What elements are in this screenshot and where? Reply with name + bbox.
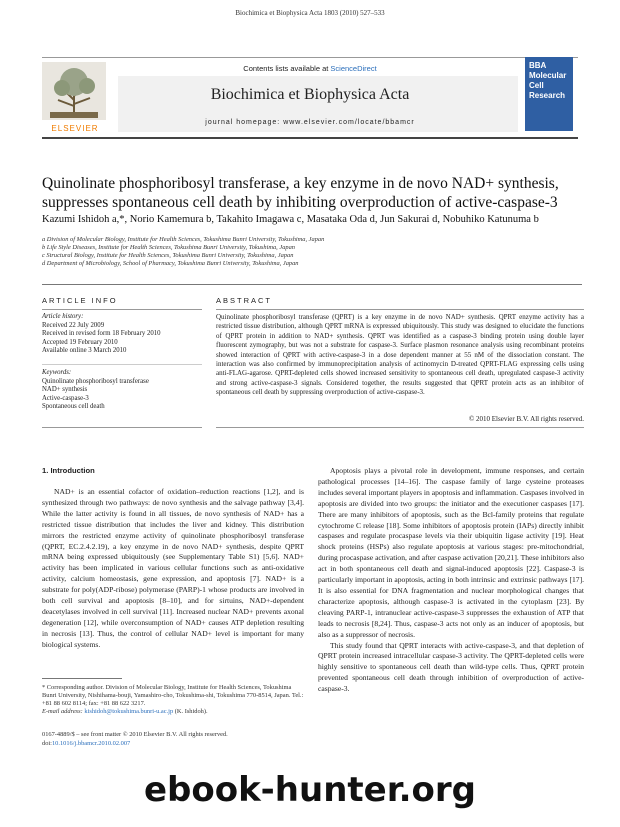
- title-line-1: Quinolinate phosphoribosyl transferase, a key enzyme in de novo NAD+ synthesis,: [42, 175, 559, 192]
- title-line-2: suppresses spontaneous cell death by inhibiting overproduction of active-caspase-3: [42, 194, 558, 211]
- intro-heading: 1. Introduction: [42, 466, 95, 475]
- keyword-list: [42, 369, 207, 412]
- info-rule: [42, 364, 202, 365]
- history-date: Accepted 19 February 2010: [42, 338, 118, 346]
- footnote-rule: [42, 678, 122, 679]
- info-rule: [42, 427, 202, 428]
- watermark: ebook-hunter.org: [143, 770, 477, 810]
- doi-link[interactable]: 10.1016/j.bbamcr.2010.02.007: [51, 740, 131, 747]
- publisher-wordmark: ELSEVIER: [51, 124, 99, 133]
- email-label: E-mail address:: [42, 708, 85, 715]
- journal-cover: [525, 57, 573, 131]
- history-label: Article history:: [42, 313, 84, 320]
- email-line: [42, 708, 304, 716]
- right-column: [318, 466, 584, 695]
- affiliation-list: [42, 236, 582, 268]
- affiliation: d Department of Microbiology, School of Pharmacy, Tokushima Bunri University, Tokushima, Japan: [42, 260, 299, 267]
- keywords-label: Keywords:: [42, 369, 72, 376]
- abstract-rule: [216, 427, 584, 428]
- contents-prefix: Contents lists available at: [243, 64, 331, 73]
- cover-text: BBA Molecular Cell Research: [529, 61, 567, 100]
- doi-label: doi:: [42, 740, 52, 747]
- keyword: NAD+ synthesis: [42, 386, 88, 394]
- keyword: Quinolinate phosphoribosyl transferase: [42, 377, 149, 385]
- affiliation: a Division of Molecular Biology, Institute for Health Sciences, Tokushima Bunri University, Tokushima, Japan: [42, 236, 325, 243]
- journal-name: Biochimica et Biophysica Acta: [210, 86, 410, 103]
- abstract-text: Quinolinate phosphoribosyl transferase (QPRT) is a key enzyme in de novo NAD+ synthesis. QPRT enzyme activity has a restricted tissue distribution, although QPRT mRNA is expressed ubiquitously. This study was designed to elucidate the functions of QPRT protein in addition to NAD+ synthesis. QPRT was identified as a caspase-3 binding protein using double layer fluorescent zymography, but was not a substrate for caspase-3. Surface plasmon resonance analysis using recombinant proteins showed interaction of QPRT with active-caspase-3 in a dose dependent manner at 55 nM of the dissociation constant. The interaction was also confirmed by immunoprecipitation analysis of actinomycin D-treated QPRT-FLAG expressing cells using anti-FLAG-agarose. QPRT-depleted cells showed increased sensitivity to spontaneous cell death, upregulated caspase-3 activity and strong active-caspase-3 signals. Considered together, the results suggested that QPRT protein acts as an inhibitor of spontaneous cell death by suppressing overproduction of active-caspase-3.: [216, 313, 584, 397]
- history-date: Received in revised form 18 February 2010: [42, 330, 161, 338]
- issn-line: 0167-4889/$ – see front matter © 2010 Elsevier B.V. All rights reserved.: [42, 731, 228, 738]
- history-date: Available online 3 March 2010: [42, 347, 127, 355]
- elsevier-tree-logo: [40, 60, 108, 132]
- abstract-rule: [216, 309, 584, 310]
- abstract-heading: ABSTRACT: [216, 296, 273, 305]
- paragraph: Apoptosis plays a pivotal role in development, immune responses, and certain pathological processes [14–16]. The caspase family of large cysteine proteases includes several important players in apoptosis and inflammation. Caspases involved in apoptosis are divided into two groups: the initiator and the executioner caspases [17]. There are many inhibitors of apoptosis, such as the Bcl-family proteins that regulate cytochrome C release [18]. Some inhibitors of apoptosis protein (IAPs) directly inhibit caspases and regulate procaspase levels via their ubiquitin ligase activity [19]. Heat shock proteins (HSPs) also regulate apoptosis at various stages: pre-mitochondrial, during procaspase activation, and after caspase activation [20,21]. These inhibitors also act in both spontaneous cell death and signal-induced apoptosis [22]. Caspase-3 is particularly important in apoptosis, acting in both intrinsic and extrinsic pathways [17]. It is also essential for DNA fragmentation and nuclear morphological changes that characterize apoptosis, although caspase-3 is activated in the cytoplasm [23]. By cleaving PARP-1, intranuclear active-caspase-3 suppresses the exhaustion of ATP that leads to necrosis [8,24]. Thus, caspase-3 acts not only as an inducer of apoptosis, but also as a suppressor of necrosis.: [318, 466, 584, 639]
- keyword: Active-caspase-3: [42, 394, 89, 402]
- keyword: Spontaneous cell death: [42, 403, 105, 411]
- author-list: Kazumi Ishidoh a,*, Norio Kamemura b, Takahito Imagawa c, Masataka Oda d, Jun Sakurai d, Nobuhiko Katunuma b: [42, 214, 539, 225]
- affiliation: b Life Style Diseases, Institute for Health Sciences, Tokushima Bunri University, Tokushima, Japan: [42, 244, 295, 251]
- footnote: [42, 684, 304, 716]
- banner-rule: [42, 137, 578, 139]
- banner-top-rule: [42, 57, 578, 58]
- info-rule: [42, 309, 202, 310]
- sciencedirect-link[interactable]: ScienceDirect: [330, 64, 377, 73]
- article-history: [42, 313, 207, 356]
- doi-line: [42, 740, 342, 748]
- affiliation: c Structural Biology, Institute for Health Sciences, Tokushima Bunri University, Tokushima, Japan: [42, 252, 294, 259]
- paragraph: NAD+ is an essential cofactor of oxidation–reduction reactions [1,2], and is synthesized through two pathways: de novo synthesis and the salvage pathway [3,4]. While the latter activity is found in all tissues, de novo synthesis of NAD+ has a restricted tissue distribution that includes the liver and kidney. This distribution mirrors the restricted enzyme activity of quinolinate phosphoribosyl transferase (QPRT, EC.2.4.2.19), a key enzyme in de novo NAD+ synthesis, despite QPRT mRNA being expressed ubiquitously (see Supplementary Table S1) [5,6]. NAD+ activity has been implicated in various cellular functions such as anti-oxidative activity, calcium homeostasis, gene expression, and apoptosis [7]. NAD+ is a substrate for poly(ADP-ribose) polymerase (PARP)-1 whose products are involved in both cell survival and apoptosis [8–10], and for sirtuins, NAD+-dependent deacetylases involved in cell survival [11]. Increased nuclear NAD+ prevents axonal degeneration [12], while overconsumption of NAD+ causes ATP depletion resulting in necrosis [13]. Thus, the control of cellular NAD+ level is important for many biological systems.: [42, 487, 304, 649]
- left-column: [42, 487, 304, 651]
- running-head: Biochimica et Biophysica Acta 1803 (2010) 527–533: [235, 9, 385, 17]
- email-link[interactable]: kishidoh@tokushima.bunri-u.ac.jp: [84, 708, 174, 715]
- article-title: [42, 174, 582, 212]
- history-date: Received 22 July 2009: [42, 321, 105, 329]
- copyright: © 2010 Elsevier B.V. All rights reserved.: [468, 415, 584, 423]
- article-info-heading: ARTICLE INFO: [42, 296, 118, 305]
- journal-homepage[interactable]: journal homepage: www.elsevier.com/locate/bbamcr: [205, 119, 415, 126]
- section-rule: [42, 284, 582, 285]
- contents-line: [210, 64, 410, 73]
- email-suffix: (K. Ishidoh).: [173, 708, 208, 715]
- corresponding-author: * Corresponding author. Division of Molecular Biology, Institute for Health Sciences, Tokushima Bunri University, Nishihama-bouji, Yamashiro-cho, Tokushima-shi, Tokushima 770-8514, Japan. Tel.: +81 88 602 8114; fax: +81 88 622 3217.: [42, 684, 304, 707]
- paragraph: This study found that QPRT interacts with active-caspase-3, and that depletion of QPRT protein increased intracellular caspase-3 activity. The QPRT-depleted cells were highly sensitive to spontaneous cell death than wild-type cells. Thus, QPRT protein prevented spontaneous cell death through inhibition of overproduction of active-caspase-3.: [318, 640, 584, 694]
